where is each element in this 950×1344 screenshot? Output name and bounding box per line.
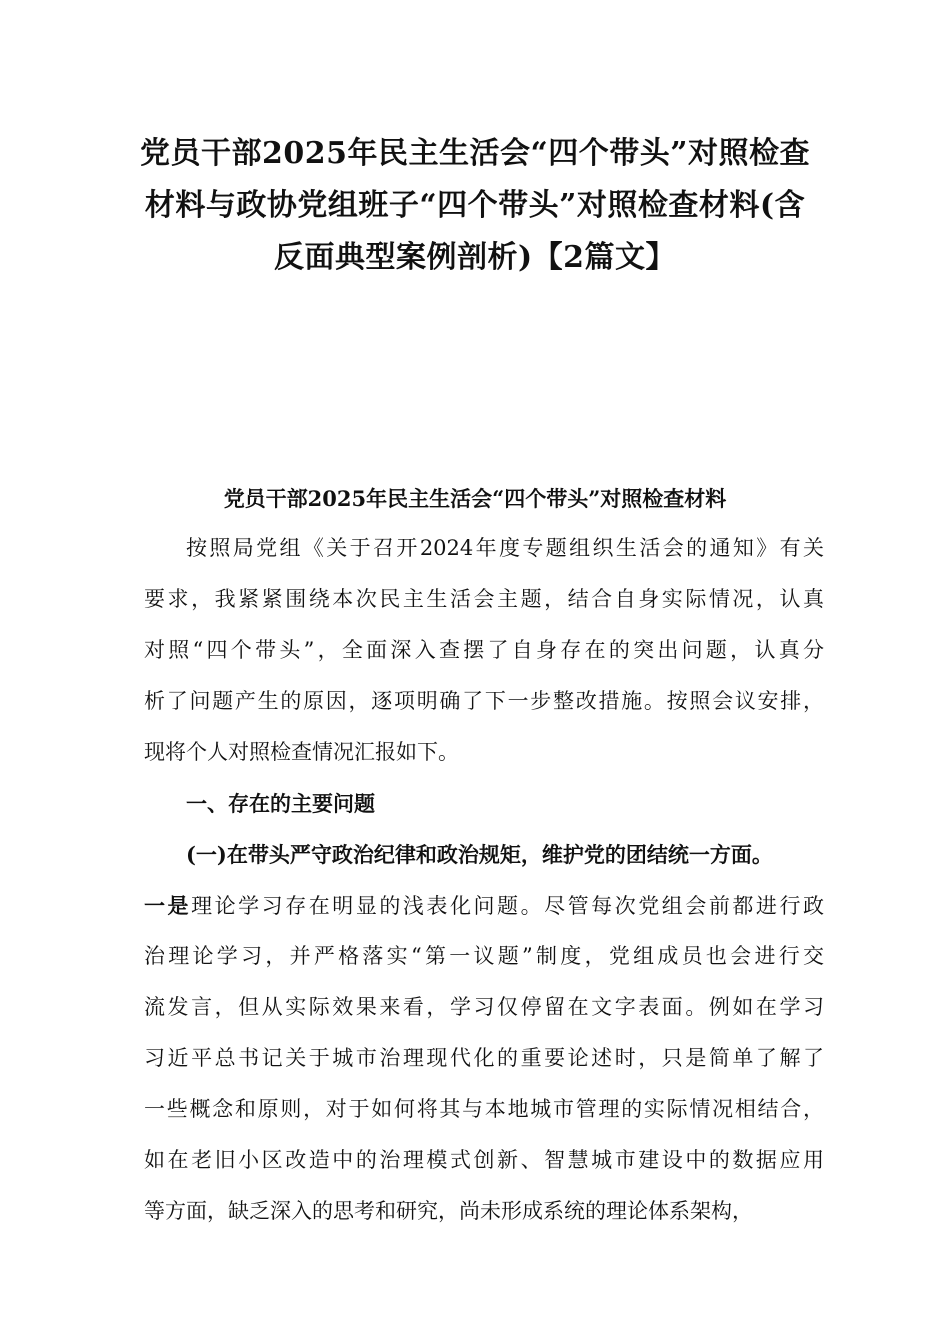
heading-political-discipline: (一)在带头严守政治纪律和政治规矩，维护党的团结统一方面。 <box>186 842 773 867</box>
body-text <box>144 523 824 1237</box>
point-line: 一些概念和原则，对于如何将其与本地城市管理的实际情况相结合， <box>144 1097 824 1121</box>
title-line: 材料与政协党组班子“四个带头”对照检查材料(含 <box>144 188 806 223</box>
intro-line: 要求，我紧紧围绕本次民主生活会主题，结合自身实际情况，认真 <box>144 587 824 611</box>
title-line: 党员干部2025年民主生活会“四个带头”对照检查 <box>139 136 810 171</box>
document-title <box>120 128 830 284</box>
point-line: 习近平总书记关于城市治理现代化的重要论述时，只是简单了解了 <box>144 1046 824 1070</box>
intro-line: 现将个人对照检查情况汇报如下。 <box>144 740 459 764</box>
title-line: 反面典型案例剖析)【2篇文】 <box>273 240 677 275</box>
intro-line: 对照“四个带头”，全面深入查摆了自身存在的突出问题，认真分 <box>144 638 824 662</box>
point-line: 治理论学习，并严格落实“第一议题”制度，党组成员也会进行交 <box>144 944 824 968</box>
section-title: 党员干部2025年民主生活会“四个带头”对照检查材料 <box>223 486 727 511</box>
point-line: 如在老旧小区改造中的治理模式创新、智慧城市建设中的数据应用 <box>144 1148 824 1172</box>
point-line: 等方面，缺乏深入的思考和研究，尚未形成系统的理论体系架构， <box>144 1199 753 1223</box>
point-line <box>144 880 824 931</box>
intro-line: 按照局党组《关于召开2024年度专题组织生活会的通知》有关 <box>186 536 824 560</box>
heading-main-problems: 一、存在的主要问题 <box>186 791 375 816</box>
point-label: 一是 <box>144 893 192 918</box>
intro-line: 析了问题产生的原因，逐项明确了下一步整改措施。按照会议安排， <box>144 689 824 713</box>
point-line: 流发言，但从实际效果来看，学习仅停留在文字表面。例如在学习 <box>144 995 824 1019</box>
point-text: 理论学习存在明显的浅表化问题。尽管每次党组会前都进行政 <box>191 894 825 918</box>
